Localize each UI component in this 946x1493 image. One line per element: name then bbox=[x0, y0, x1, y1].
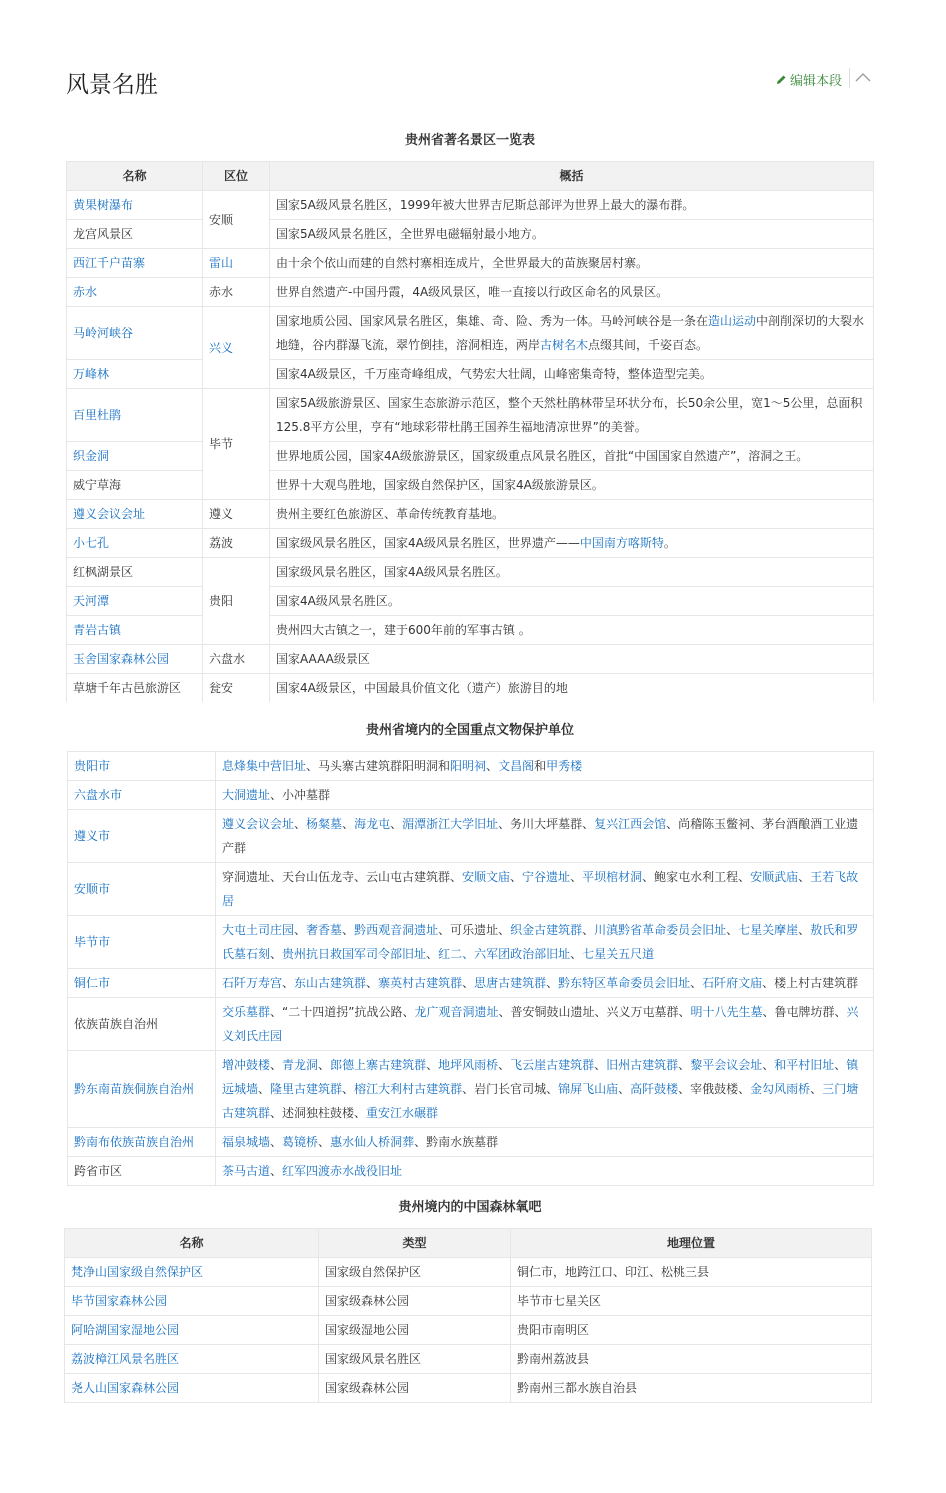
table-row bbox=[68, 1157, 874, 1186]
site-link[interactable]: 增冲鼓楼 bbox=[222, 1058, 271, 1072]
spot-name: 红枫湖景区 bbox=[67, 558, 203, 587]
site-link[interactable]: 黔东特区革命委员会旧址 bbox=[558, 976, 691, 990]
spot-link[interactable]: 玉舍国家森林公园 bbox=[73, 652, 170, 666]
table-row bbox=[67, 558, 874, 587]
site-link[interactable]: 黎平会议会址 bbox=[690, 1058, 763, 1072]
site-link[interactable]: 飞云崖古建筑群 bbox=[510, 1058, 595, 1072]
spot-name: 威宁草海 bbox=[67, 471, 203, 500]
table-row bbox=[67, 674, 874, 703]
table-row bbox=[67, 500, 874, 529]
forest-link[interactable]: 毕节国家森林公园 bbox=[71, 1294, 168, 1308]
city-link[interactable]: 遵义市 bbox=[74, 829, 111, 843]
site-link[interactable]: 阳明祠 bbox=[450, 759, 487, 773]
table-row bbox=[68, 752, 874, 781]
table-row bbox=[67, 616, 874, 645]
table-row bbox=[67, 191, 874, 220]
desc-cell: 国家4A级景区，中国最具价值文化（遗产）旅游目的地 bbox=[270, 674, 874, 703]
table-row bbox=[65, 1345, 872, 1374]
desc-cell: 国家5A级风景名胜区，1999年被大世界吉尼斯总部评为世界上最大的瀑布群。 bbox=[270, 191, 874, 220]
city-link[interactable]: 黔东南苗族侗族自治州 bbox=[74, 1082, 195, 1096]
site-link[interactable]: 金勾风雨桥 bbox=[750, 1082, 811, 1096]
desc-cell: 国家AAAA级景区 bbox=[270, 645, 874, 674]
term-link[interactable]: 造山运动 bbox=[708, 314, 757, 328]
region-cell: 荔波 bbox=[203, 529, 270, 558]
column-header: 类型 bbox=[319, 1229, 511, 1258]
site-link[interactable]: 葛镜桥 bbox=[282, 1135, 319, 1149]
edit-section-label: 编辑本段 bbox=[789, 74, 842, 89]
table-row bbox=[67, 587, 874, 616]
site-link[interactable]: 安顺武庙 bbox=[750, 870, 799, 884]
site-link[interactable]: 龙广观音洞遗址 bbox=[414, 1005, 499, 1019]
spot-link[interactable]: 百里杜鹃 bbox=[73, 408, 122, 422]
site-link[interactable]: 红军四渡赤水战役旧址 bbox=[282, 1164, 403, 1178]
spot-link[interactable]: 黄果树瀑布 bbox=[73, 198, 134, 212]
site-link[interactable]: 明十八先生墓 bbox=[690, 1005, 763, 1019]
forest-link[interactable]: 荔波樟江风景名胜区 bbox=[71, 1352, 180, 1366]
type-cell: 国家级森林公园 bbox=[319, 1374, 511, 1403]
city-link[interactable]: 铜仁市 bbox=[74, 976, 111, 990]
site-link[interactable]: 郎德上寨古建筑群 bbox=[330, 1058, 427, 1072]
site-link[interactable]: 平坝棺材洞 bbox=[582, 870, 643, 884]
site-link[interactable]: 惠水仙人桥洞葬 bbox=[330, 1135, 415, 1149]
table-row bbox=[65, 1258, 872, 1287]
section-title: 风景名胜 bbox=[66, 72, 158, 98]
site-link[interactable]: 海龙屯 bbox=[354, 817, 391, 831]
table-row bbox=[65, 1287, 872, 1316]
site-link[interactable]: 锦屏飞山庙 bbox=[558, 1082, 619, 1096]
city-link[interactable]: 安顺市 bbox=[74, 882, 111, 896]
table-row bbox=[67, 471, 874, 500]
spot-link[interactable]: 西江千户苗寨 bbox=[73, 256, 146, 270]
desc-cell: 由十余个依山而建的自然村寨相连成片，全世界最大的苗族聚居村寨。 bbox=[270, 249, 874, 278]
sites-cell: 息烽集中营旧址、马头寨古建筑群阳明洞和阳明祠、文昌阁和甲秀楼 bbox=[216, 752, 874, 781]
region-cell: 贵阳 bbox=[203, 558, 270, 645]
spot-link[interactable]: 遵义会议会址 bbox=[73, 507, 146, 521]
region-link[interactable]: 兴义 bbox=[209, 340, 234, 355]
site-link[interactable]: 贵州抗日救国军司令部旧址 bbox=[282, 947, 427, 961]
site-link[interactable]: 高阡鼓楼 bbox=[630, 1082, 679, 1096]
site-link[interactable]: 遵义会议会址 bbox=[222, 817, 295, 831]
table-row bbox=[68, 969, 874, 998]
location-cell: 黔南州荔波县 bbox=[511, 1345, 872, 1374]
site-link[interactable]: 杨粲墓 bbox=[306, 817, 343, 831]
spot-link[interactable]: 万峰林 bbox=[73, 367, 110, 381]
column-header: 名称 bbox=[65, 1229, 319, 1258]
pencil-icon bbox=[775, 74, 787, 86]
site-link[interactable]: 地坪风雨桥 bbox=[438, 1058, 499, 1072]
site-link[interactable]: 复兴江西会馆 bbox=[594, 817, 667, 831]
site-link[interactable]: 七星关摩崖 bbox=[738, 923, 799, 937]
table-caption: 贵州省境内的全国重点文物保护单位 bbox=[365, 723, 574, 738]
section-header bbox=[66, 64, 876, 100]
chevron-up-icon bbox=[854, 66, 872, 88]
site-link[interactable]: 茶马古道 bbox=[222, 1164, 271, 1178]
type-cell: 国家级自然保护区 bbox=[319, 1258, 511, 1287]
spot-link[interactable]: 马岭河峡谷 bbox=[73, 326, 134, 340]
type-cell: 国家级森林公园 bbox=[319, 1287, 511, 1316]
table-row bbox=[67, 360, 874, 389]
column-header: 地理位置 bbox=[511, 1229, 872, 1258]
city-link[interactable]: 毕节市 bbox=[74, 935, 111, 949]
site-link[interactable]: 息烽集中营旧址 bbox=[222, 759, 307, 773]
table-caption: 贵州境内的中国森林氧吧 bbox=[398, 1200, 542, 1215]
sites-cell: 大屯土司庄园、奢香墓、黔西观音洞遗址、可乐遗址、织金古建筑群、川滇黔省革命委员会旧址、七星关摩崖、敖氏和罗氏墓石刻、贵州抗日救国军司令部旧址、红二、六军团政治部旧址、七星关五尺道 bbox=[216, 916, 874, 969]
desc-cell: 国家级风景名胜区，国家4A级风景名胜区，世界遗产——中国南方喀斯特。 bbox=[270, 529, 874, 558]
site-link[interactable]: 福泉城墙 bbox=[222, 1135, 271, 1149]
desc-cell: 国家5A级旅游景区、国家生态旅游示范区，整个天然杜鹃林带呈环状分布，长50余公里，宽1～5公里，总面积125.8平方公里，亨有“地球彩带杜鹃王国养生福地清凉世界”的美誉。 bbox=[270, 389, 874, 442]
term-link[interactable]: 古树名木 bbox=[540, 338, 589, 352]
spot-link[interactable]: 小七孔 bbox=[73, 536, 110, 550]
table-row bbox=[65, 1374, 872, 1403]
site-link[interactable]: 安顺文庙 bbox=[462, 870, 511, 884]
site-link[interactable]: 红二、六军团政治部旧址 bbox=[438, 947, 571, 961]
column-header: 区位 bbox=[203, 162, 270, 191]
desc-cell: 国家级风景名胜区，国家4A级风景名胜区。 bbox=[270, 558, 874, 587]
desc-cell: 国家地质公园、国家风景名胜区，集雄、奇、险、秀为一体。马岭河峡谷是一条在造山运动中剖削深切的大裂水地缝，谷内群瀑飞流，翠竹倒挂，溶洞相连，两岸古树名木点缀其间，千姿百态。 bbox=[270, 307, 874, 360]
city-link[interactable]: 黔南布依族苗族自治州 bbox=[74, 1135, 195, 1149]
forest-link[interactable]: 梵净山国家级自然保护区 bbox=[71, 1265, 204, 1279]
table-caption: 贵州省著名景区一览表 bbox=[404, 133, 535, 148]
city-link[interactable]: 贵阳市 bbox=[74, 759, 111, 773]
table-row bbox=[68, 781, 874, 810]
spot-name: 龙宫风景区 bbox=[67, 220, 203, 249]
desc-cell: 国家4A级景区，千万座奇峰组成，气势宏大壮阔，山峰密集奇特，整体造型完美。 bbox=[270, 360, 874, 389]
sites-cell: 穿洞遗址、天台山伍龙寺、云山屯古建筑群、安顺文庙、宁谷遗址、平坝棺材洞、鲍家屯水利工程、安顺武庙、王若飞故居 bbox=[216, 863, 874, 916]
region-cell: 毕节 bbox=[203, 389, 270, 500]
site-link[interactable]: 榕江大利村古建筑群 bbox=[354, 1082, 463, 1096]
table-row bbox=[68, 863, 874, 916]
spot-name: 草塘千年古邑旅游区 bbox=[67, 674, 203, 703]
table-row bbox=[67, 389, 874, 442]
region-cell: 遵义 bbox=[203, 500, 270, 529]
site-link[interactable]: 东山古建筑群 bbox=[294, 976, 367, 990]
location-cell: 毕节市七星关区 bbox=[511, 1287, 872, 1316]
column-header: 概括 bbox=[270, 162, 874, 191]
location-cell: 铜仁市，地跨江口、印江、松桃三县 bbox=[511, 1258, 872, 1287]
spot-link[interactable]: 赤水 bbox=[73, 285, 98, 299]
site-link[interactable]: 石阡万寿宫 bbox=[222, 976, 283, 990]
region-cell: 赤水 bbox=[203, 278, 270, 307]
site-link[interactable]: 思唐古建筑群 bbox=[474, 976, 547, 990]
site-link[interactable]: 甲秀楼 bbox=[546, 759, 583, 773]
collapse-button[interactable] bbox=[854, 66, 872, 88]
table-row bbox=[67, 278, 874, 307]
site-link[interactable]: 重安江水碾群 bbox=[366, 1106, 439, 1120]
region-cell: 安顺 bbox=[203, 191, 270, 249]
sites-cell: 大洞遗址、小冲墓群 bbox=[216, 781, 874, 810]
location-cell: 黔南州三都水族自治县 bbox=[511, 1374, 872, 1403]
city-name: 跨省市区 bbox=[68, 1157, 216, 1186]
table-row bbox=[68, 998, 874, 1051]
region-cell: 瓮安 bbox=[203, 674, 270, 703]
sites-cell: 增冲鼓楼、青龙洞、郎德上寨古建筑群、地坪风雨桥、飞云崖古建筑群、旧州古建筑群、黎平会议会址、和平村旧址、镇远城墙、隆里古建筑群、榕江大利村古建筑群、岩门长官司城、锦屏飞山庙、高阡鼓楼、宰俄鼓楼、金勾风雨桥、三门塘古建筑群、述洞独柱鼓楼、重安江水碾群 bbox=[216, 1051, 874, 1128]
forest-oxygen-table bbox=[64, 1228, 872, 1403]
site-link[interactable]: 川滇黔省革命委员会旧址 bbox=[594, 923, 727, 937]
term-link[interactable]: 中国南方喀斯特 bbox=[579, 536, 664, 550]
desc-cell: 世界地质公园，国家4A级旅游景区，国家级重点风景名胜区，首批“中国国家自然遗产”，溶洞之王。 bbox=[270, 442, 874, 471]
site-link[interactable]: 寨英村古建筑群 bbox=[378, 976, 463, 990]
site-link[interactable]: 和平村旧址 bbox=[774, 1058, 835, 1072]
city-name: 依族苗族自治州 bbox=[68, 998, 216, 1051]
site-link[interactable]: 镇远城墙 bbox=[222, 1058, 859, 1096]
spot-link[interactable]: 天河潭 bbox=[73, 594, 110, 608]
site-link[interactable]: 三门塘古建筑群 bbox=[222, 1082, 859, 1120]
desc-cell: 贵州主要红色旅游区、革命传统教育基地。 bbox=[270, 500, 874, 529]
site-link[interactable]: 湄潭浙江大学旧址 bbox=[402, 817, 499, 831]
site-link[interactable]: 兴义刘氏庄园 bbox=[222, 1005, 859, 1043]
location-cell: 贵阳市南明区 bbox=[511, 1316, 872, 1345]
site-link[interactable]: 宁谷遗址 bbox=[522, 870, 571, 884]
desc-cell: 国家4A级风景名胜区。 bbox=[270, 587, 874, 616]
site-link[interactable]: 旧州古建筑群 bbox=[606, 1058, 679, 1072]
table-row bbox=[68, 1128, 874, 1157]
table-row bbox=[67, 220, 874, 249]
region-cell: 六盘水 bbox=[203, 645, 270, 674]
table-row bbox=[67, 249, 874, 278]
spot-link[interactable]: 织金洞 bbox=[73, 449, 110, 463]
table-row bbox=[67, 307, 874, 360]
site-link[interactable]: 大洞遗址 bbox=[222, 788, 271, 802]
sites-cell: 交乐墓群、“二十四道拐”抗战公路、龙广观音洞遗址、普安铜鼓山遗址、兴义万屯墓群、明十八先生墓、鲁屯牌坊群、兴义刘氏庄园 bbox=[216, 998, 874, 1051]
site-link[interactable]: 交乐墓群 bbox=[222, 1005, 271, 1019]
type-cell: 国家级风景名胜区 bbox=[319, 1345, 511, 1374]
sites-cell: 福泉城墙、葛镜桥、惠水仙人桥洞葬、黔南水族墓群 bbox=[216, 1128, 874, 1157]
spot-link[interactable]: 青岩古镇 bbox=[73, 623, 122, 637]
site-link[interactable]: 隆里古建筑群 bbox=[270, 1082, 343, 1096]
city-link[interactable]: 六盘水市 bbox=[74, 788, 123, 802]
type-cell: 国家级湿地公园 bbox=[319, 1316, 511, 1345]
site-link[interactable]: 奢香墓 bbox=[306, 923, 343, 937]
table-row bbox=[68, 810, 874, 863]
desc-cell: 世界十大观鸟胜地，国家级自然保护区，国家4A级旅游景区。 bbox=[270, 471, 874, 500]
table-row bbox=[68, 916, 874, 969]
column-header: 名称 bbox=[67, 162, 203, 191]
desc-cell: 世界自然遗产-中国丹霞，4A级风景区，唯一直接以行政区命名的风景区。 bbox=[270, 278, 874, 307]
forest-link[interactable]: 阿哈湖国家湿地公园 bbox=[71, 1323, 180, 1337]
site-link[interactable]: 敖氏和罗氏墓石刻 bbox=[222, 923, 859, 961]
site-link[interactable]: 文昌阁 bbox=[498, 759, 535, 773]
desc-cell: 贵州四大古镇之一，建于600年前的军事古镇 。 bbox=[270, 616, 874, 645]
sites-cell: 茶马古道、红军四渡赤水战役旧址 bbox=[216, 1157, 874, 1186]
site-link[interactable]: 织金古建筑群 bbox=[510, 923, 583, 937]
forest-link[interactable]: 尧人山国家森林公园 bbox=[71, 1381, 180, 1395]
site-link[interactable]: 大屯土司庄园 bbox=[222, 923, 295, 937]
desc-cell: 国家5A级风景名胜区，全世界电磁辐射最小地方。 bbox=[270, 220, 874, 249]
table-row bbox=[68, 1051, 874, 1128]
table-row bbox=[65, 1316, 872, 1345]
site-link[interactable]: 王若飞故居 bbox=[222, 870, 859, 908]
site-link[interactable]: 青龙洞 bbox=[282, 1058, 319, 1072]
region-link[interactable]: 雷山 bbox=[209, 256, 234, 270]
site-link[interactable]: 石阡府文庙 bbox=[702, 976, 763, 990]
table-row bbox=[67, 442, 874, 471]
edit-section-button[interactable] bbox=[775, 70, 842, 89]
scenic-spots-table bbox=[66, 161, 874, 702]
site-link[interactable]: 黔西观音洞遗址 bbox=[354, 923, 439, 937]
heritage-table bbox=[67, 751, 874, 1186]
sites-cell: 石阡万寿宫、东山古建筑群、寨英村古建筑群、思唐古建筑群、黔东特区革命委员会旧址、石阡府文庙、楼上村古建筑群 bbox=[216, 969, 874, 998]
table-row bbox=[67, 529, 874, 558]
table-row bbox=[67, 645, 874, 674]
sites-cell: 遵义会议会址、杨粲墓、海龙屯、湄潭浙江大学旧址、务川大坪墓群、复兴江西会馆、尚稽陈玉鳖祠、茅台酒酿酒工业遗产群 bbox=[216, 810, 874, 863]
site-link[interactable]: 七星关五尺道 bbox=[582, 947, 655, 961]
divider bbox=[849, 68, 850, 88]
